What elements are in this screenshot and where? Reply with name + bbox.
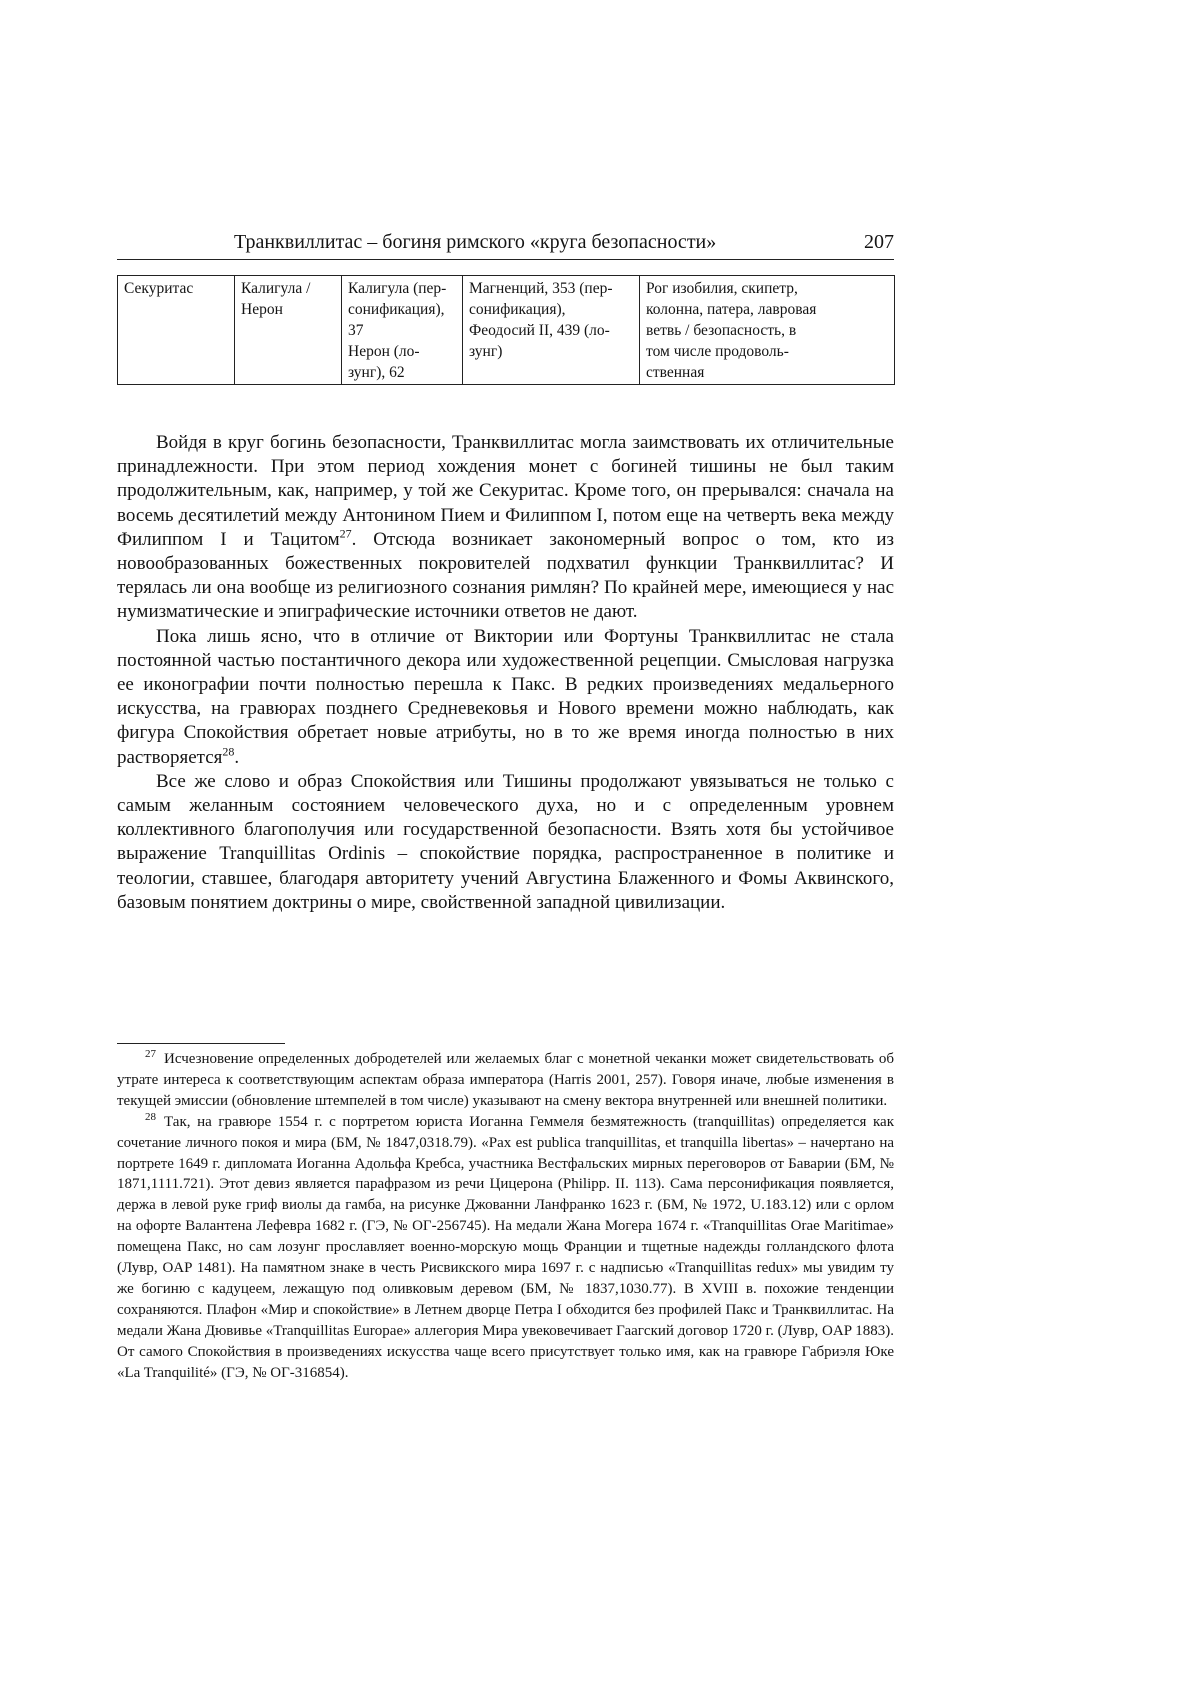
footnote-number: 28 bbox=[145, 1110, 156, 1123]
footnote-27: $^{27}$ Исчезновение определенных добродетелей или желаемых благ с монетной чеканки может свидетельствовать об утрате интереса к соответствующим аспектам образа императора (Harris 2001, 257). Говоря иначе, любые изменения в текущей эмиссии (обновление штемпелей в том числе) указывают на смену вектора внутренней или внешней политики. bbox=[117, 1048, 894, 1109]
page-number: 207 bbox=[864, 231, 894, 253]
footnote-number: 27 bbox=[145, 1048, 156, 1060]
cell-emperors: Калигула / Нерон bbox=[235, 276, 342, 385]
paragraph: Все же слово и образ Спокойствия или Тишины продолжают увязываться не только с самым желанным состоянием человеческого духа, но и с определенным уровнем коллективного благополучия или государственной безопасности. Взять хотя бы устойчивое выражение Tranquillitas Ordinis – спокойствие порядка, распространенное в политике и теологии, ставшее, благодаря авторитету учений Августина Блаженного и Фомы Аквинского, базовым понятием доктрины о мире, свойственной западной цивилизации. bbox=[117, 770, 894, 913]
running-header bbox=[117, 229, 894, 260]
footnote-ref-27[interactable]: 27 bbox=[339, 526, 352, 541]
body-text bbox=[117, 431, 894, 915]
paragraph: Войдя в круг богинь безопасности, Транквиллитас могла заимствовать их отличительные принадлежности. При этом период хождения монет с богиней тишины не был таким продолжительным, как, например, у той же Секуритас. Кроме того, он прерывался: сначала на восемь десятилетий между Антонином Пием и Филиппом I, потом еще на четверть века между Филиппом I и Тацитом$^{27}$. Отсюда возникает закономерный вопрос о том, кто из новообразованных божественных покровителей подхватил функции Транквиллитас? И терялась ли она вообще из религиозного сознания римлян? По крайней мере, имеющиеся у нас нумизматические и эпиграфические источники ответов не дают. bbox=[117, 432, 894, 623]
cell-attributes: Рог изобилия, скипетр, колонна, патера, лавровая ветвь / безопасность, в том числе продоволь- ственная bbox=[640, 276, 895, 385]
running-title: Транквиллитас – богиня римского «круга безопасности» bbox=[234, 231, 717, 253]
coin-attributes-table bbox=[117, 275, 895, 385]
cell-deity: Секуритас bbox=[118, 276, 235, 385]
footnotes bbox=[117, 1049, 894, 1384]
cell-coins-early: Калигула (пер- сонификация), 37 Нерон (ло- зунг), 62 bbox=[342, 276, 463, 385]
table-row bbox=[118, 276, 895, 385]
footnote-separator bbox=[117, 1043, 285, 1044]
footnote-ref-28[interactable]: 28 bbox=[222, 744, 235, 759]
footnote-28: $^{28}$ Так, на гравюре 1554 г. с портретом юриста Иоганна Геммеля безмятежность (tranquillitas) определяется как сочетание личного покоя и мира (БМ, № 1847,0318.79). «Pax est publica tranquillitas, et tranquilla libertas» – начертано на портрете 1649 г. дипломата Иоганна Адольфа Кребса, участника Вестфальских мирных переговоров от Баварии (БМ, № 1871,1111.721). Этот девиз является парафразом из речи Цицерона (Philipp. II. 113). Сама персонификация появляется, держа в левой руке гриф виолы да гамба, на рисунке Джованни Ланфранко 1623 г. (БМ, № 1972, U.183.12) или с орлом на офорте Валантена Лефевра 1682 г. (ГЭ, № ОГ-256745). На медали Жана Могера 1674 г. «Tranquillitas Orae Maritimae» помещена Пакс, но сам лозунг прославляет военно-морскую мощь Франции и тщетные надежды голландского флота (Лувр, OAP 1481). На памятном знаке в честь Рисвикского мира 1697 г. с надписью «Tranquillitas redux» мы увидим ту же богиню с кадуцеем, лежащую под оливковым деревом (БМ, № 1837,1030.77). В XVIII в. похожие тенденции сохраняются. Плафон «Мир и спокойствие» в Летнем дворце Петра I обходится без профилей Пакс и Транквиллитас. На медали Жана Дювивье «Tranquillitas Europae» аллегория Мира увековечивает Гаагский договор 1720 г. (Лувр, OAP 1883). От самого Спокойствия в произведениях искусства чаще всего присутствует только имя, как на гравюре Габриэля Юке «La Tranquilité» (ГЭ, № ОГ-316854). bbox=[117, 1110, 894, 1381]
paragraph: Пока лишь ясно, что в отличие от Виктории или Фортуны Транквиллитас не стала постоянной частью постантичного декора или художественной рецепции. Смысловая нагрузка ее иконографии почти полностью перешла к Пакс. В редких произведениях медальерного искусства, на гравюрах позднего Средневековья и Нового времени можно наблюдать, как фигура Спокойствия обретает новые атрибуты, но в то же время иногда полностью в них растворяется$^{28}$. bbox=[117, 625, 894, 768]
cell-coins-late: Магненций, 353 (пер- сонификация), Феодосий II, 439 (ло- зунг) bbox=[463, 276, 640, 385]
